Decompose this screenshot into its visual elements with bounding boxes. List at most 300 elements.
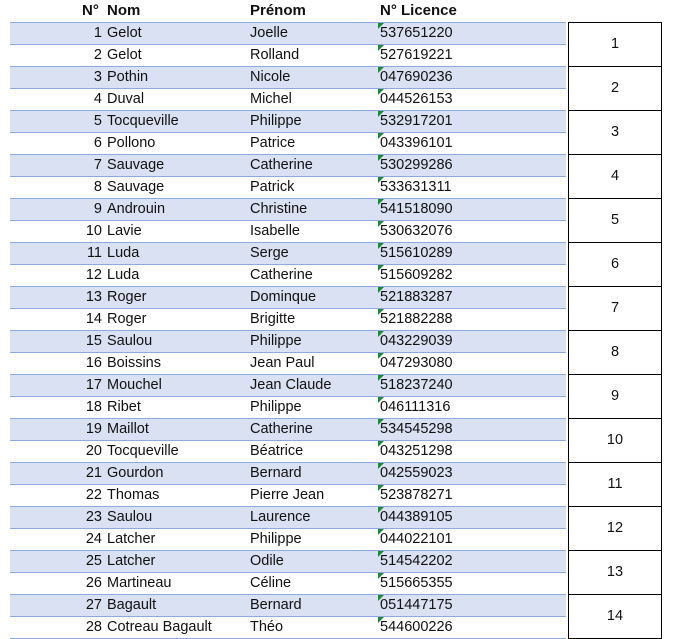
row-number[interactable] xyxy=(10,133,102,154)
table-row[interactable] xyxy=(10,595,566,617)
row-licence-text: 544600226 xyxy=(380,619,453,635)
row-number[interactable] xyxy=(10,617,102,638)
row-nom[interactable] xyxy=(107,221,142,242)
header-prenom: Prénom xyxy=(250,2,306,19)
row-prenom[interactable] xyxy=(250,111,302,132)
row-nom-text: Saulou xyxy=(107,509,153,525)
green-triangle-flag-icon xyxy=(378,133,384,139)
row-prenom[interactable] xyxy=(250,551,284,572)
row-nom[interactable] xyxy=(107,617,212,638)
row-prenom-text: Philippe xyxy=(250,333,302,349)
row-number-text: 16 xyxy=(85,355,102,371)
row-prenom[interactable] xyxy=(250,485,324,506)
row-nom-text: Lavie xyxy=(107,223,142,239)
row-licence[interactable] xyxy=(380,595,453,616)
row-nom[interactable] xyxy=(107,441,179,462)
table-row[interactable] xyxy=(10,485,566,507)
group-cell[interactable]: 7 xyxy=(568,287,662,331)
row-nom[interactable] xyxy=(107,177,164,198)
table-row[interactable] xyxy=(10,199,566,221)
table-row[interactable] xyxy=(10,529,566,551)
row-nom-text: Gourdon xyxy=(107,465,164,481)
row-prenom-text: Joelle xyxy=(250,25,288,41)
row-licence[interactable] xyxy=(380,573,453,594)
row-number[interactable] xyxy=(10,89,102,110)
header-licence: N° Licence xyxy=(380,2,457,19)
row-licence[interactable] xyxy=(380,529,453,550)
row-licence-text: 521882288 xyxy=(380,311,453,327)
green-triangle-flag-icon xyxy=(378,573,384,579)
row-nom[interactable] xyxy=(107,155,164,176)
row-number[interactable] xyxy=(10,309,102,330)
row-licence[interactable] xyxy=(380,45,453,66)
group-cell[interactable]: 6 xyxy=(568,243,662,287)
row-prenom-text: Bernard xyxy=(250,465,302,481)
row-prenom-text: Christine xyxy=(250,201,308,217)
row-prenom-text: Bernard xyxy=(250,597,302,613)
row-nom-text: Sauvage xyxy=(107,179,165,195)
row-licence[interactable] xyxy=(380,551,453,572)
group-cell[interactable]: 12 xyxy=(568,507,662,551)
row-licence[interactable] xyxy=(380,177,452,198)
table-row[interactable] xyxy=(10,463,566,485)
row-prenom[interactable] xyxy=(250,199,307,220)
row-licence[interactable] xyxy=(380,507,453,528)
row-number-text: 22 xyxy=(85,487,102,503)
row-number[interactable] xyxy=(10,177,102,198)
header-nom: Nom xyxy=(107,2,141,19)
header-num: N° xyxy=(82,2,99,19)
row-prenom[interactable] xyxy=(250,265,313,286)
row-nom-text: Roger xyxy=(107,289,147,305)
row-number-text: 11 xyxy=(86,245,102,261)
row-licence-text: 523878271 xyxy=(380,487,453,503)
row-nom-text: Pollono xyxy=(107,135,156,151)
row-prenom-text: Serge xyxy=(250,245,289,261)
row-licence[interactable] xyxy=(380,441,453,462)
row-prenom[interactable] xyxy=(250,133,295,154)
group-cell[interactable]: 13 xyxy=(568,551,662,595)
row-prenom-text: Brigitte xyxy=(250,311,296,327)
row-prenom-text: Patrick xyxy=(250,179,295,195)
licence-table xyxy=(10,22,566,639)
row-nom[interactable] xyxy=(107,463,163,484)
row-number-text: 15 xyxy=(85,333,102,349)
row-nom-text: Androuin xyxy=(107,201,166,217)
row-prenom-text: Dominque xyxy=(250,289,317,305)
row-nom-text: Cotreau Bagault xyxy=(107,619,212,635)
row-licence-text: 051447175 xyxy=(380,597,453,613)
table-row[interactable] xyxy=(10,45,566,67)
row-licence-text: 044022101 xyxy=(380,531,453,547)
row-number-text: 6 xyxy=(93,135,102,151)
row-prenom-text: Laurence xyxy=(250,509,311,525)
row-number[interactable] xyxy=(10,23,102,44)
row-prenom[interactable] xyxy=(250,89,292,110)
row-number[interactable] xyxy=(10,111,102,132)
row-licence-text: 042559023 xyxy=(380,465,453,481)
row-number-text: 12 xyxy=(85,267,102,283)
row-licence[interactable] xyxy=(380,309,453,330)
table-row[interactable] xyxy=(10,67,566,89)
row-nom[interactable] xyxy=(107,573,171,594)
row-prenom[interactable] xyxy=(250,463,302,484)
green-triangle-flag-icon xyxy=(378,111,384,117)
table-row[interactable] xyxy=(10,133,566,155)
row-nom[interactable] xyxy=(107,309,147,330)
row-number[interactable] xyxy=(10,45,102,66)
row-nom[interactable] xyxy=(107,419,149,440)
row-licence[interactable] xyxy=(380,23,453,44)
row-nom[interactable] xyxy=(107,89,144,110)
row-nom[interactable] xyxy=(107,485,159,506)
row-number[interactable] xyxy=(10,353,102,374)
row-prenom[interactable] xyxy=(250,331,302,352)
row-number-text: 26 xyxy=(85,575,102,591)
row-number-text: 23 xyxy=(85,509,102,525)
row-licence[interactable] xyxy=(380,199,453,220)
row-number-text: 8 xyxy=(93,179,102,195)
row-prenom-text: Théo xyxy=(250,619,284,635)
table-row[interactable] xyxy=(10,265,566,287)
row-number-text: 14 xyxy=(85,311,102,327)
row-number-text: 13 xyxy=(85,289,102,305)
row-licence[interactable] xyxy=(380,397,450,418)
row-nom[interactable] xyxy=(107,243,139,264)
row-nom[interactable] xyxy=(107,67,148,88)
row-nom-text: Boissins xyxy=(107,355,161,371)
table-row[interactable] xyxy=(10,617,566,639)
row-prenom-text: Philippe xyxy=(250,399,302,415)
row-prenom-text: Béatrice xyxy=(250,443,304,459)
row-prenom[interactable] xyxy=(250,221,300,242)
green-triangle-flag-icon xyxy=(378,23,384,29)
row-nom-text: Pothin xyxy=(107,69,149,85)
green-triangle-flag-icon xyxy=(378,507,384,513)
row-number-text: 5 xyxy=(93,113,102,129)
green-triangle-flag-icon xyxy=(378,221,384,227)
row-number-text: 27 xyxy=(85,597,102,613)
green-triangle-flag-icon xyxy=(378,485,384,491)
table-row[interactable] xyxy=(10,309,566,331)
row-number-text: 4 xyxy=(93,91,102,107)
row-prenom-text: Catherine xyxy=(250,157,313,173)
green-triangle-flag-icon xyxy=(378,463,384,469)
row-prenom[interactable] xyxy=(250,45,299,66)
row-licence-text: 514542202 xyxy=(380,553,453,569)
row-nom[interactable] xyxy=(107,397,141,418)
group-column xyxy=(568,22,662,639)
green-triangle-flag-icon xyxy=(378,353,384,359)
row-number-text: 28 xyxy=(85,619,102,635)
row-prenom[interactable] xyxy=(250,397,302,418)
row-licence-text: 530632076 xyxy=(380,223,453,239)
row-number[interactable] xyxy=(10,331,102,352)
table-row[interactable] xyxy=(10,287,566,309)
row-nom-text: Thomas xyxy=(107,487,160,503)
row-nom[interactable] xyxy=(107,111,179,132)
table-row[interactable] xyxy=(10,441,566,463)
table-row[interactable] xyxy=(10,243,566,265)
table-row[interactable] xyxy=(10,551,566,573)
group-cell[interactable]: 1 xyxy=(568,23,662,67)
group-cell[interactable]: 10 xyxy=(568,419,662,463)
row-number[interactable] xyxy=(10,529,102,550)
group-cell[interactable]: 2 xyxy=(568,67,662,111)
row-nom-text: Tocqueville xyxy=(107,443,179,459)
row-licence[interactable] xyxy=(380,133,453,154)
row-number[interactable] xyxy=(10,67,102,88)
row-prenom-text: Rolland xyxy=(250,47,300,63)
row-licence[interactable] xyxy=(380,375,453,396)
row-nom-text: Luda xyxy=(107,245,140,261)
green-triangle-flag-icon xyxy=(378,45,384,51)
row-licence-text: 044389105 xyxy=(380,509,453,525)
row-prenom[interactable] xyxy=(250,67,290,88)
row-number[interactable] xyxy=(10,375,102,396)
row-number[interactable] xyxy=(10,595,102,616)
row-number-text: 20 xyxy=(85,443,102,459)
row-licence[interactable] xyxy=(380,265,453,286)
row-licence[interactable] xyxy=(380,419,453,440)
row-number-text: 1 xyxy=(93,25,102,41)
row-number-text: 3 xyxy=(93,69,102,85)
row-licence-text: 530299286 xyxy=(380,157,453,173)
green-triangle-flag-icon xyxy=(378,265,384,271)
row-licence[interactable] xyxy=(380,353,453,374)
green-triangle-flag-icon xyxy=(378,375,384,381)
row-nom-text: Mouchel xyxy=(107,377,162,393)
row-licence-text: 518237240 xyxy=(380,377,453,393)
row-prenom-text: Patrice xyxy=(250,135,296,151)
row-nom-text: Latcher xyxy=(107,553,156,569)
row-nom-text: Gelot xyxy=(107,25,142,41)
row-nom-text: Duval xyxy=(107,91,145,107)
row-prenom[interactable] xyxy=(250,287,316,308)
green-triangle-flag-icon xyxy=(378,309,384,315)
row-prenom[interactable] xyxy=(250,309,295,330)
group-cell[interactable]: 9 xyxy=(568,375,662,419)
row-nom[interactable] xyxy=(107,353,161,374)
row-prenom-text: Odile xyxy=(250,553,284,569)
row-number-text: 9 xyxy=(93,201,102,217)
row-prenom[interactable] xyxy=(250,617,283,638)
row-prenom-text: Jean Paul xyxy=(250,355,315,371)
table-row[interactable] xyxy=(10,419,566,441)
row-licence-text: 043251298 xyxy=(380,443,453,459)
row-number[interactable] xyxy=(10,507,102,528)
row-prenom-text: Catherine xyxy=(250,267,313,283)
row-prenom[interactable] xyxy=(250,353,315,374)
green-triangle-flag-icon xyxy=(378,67,384,73)
row-number[interactable] xyxy=(10,551,102,572)
row-number-text: 25 xyxy=(85,553,102,569)
row-prenom[interactable] xyxy=(250,375,331,396)
group-cell[interactable]: 14 xyxy=(568,595,662,639)
green-triangle-flag-icon xyxy=(378,287,384,293)
row-licence-text: 515665355 xyxy=(380,575,453,591)
row-licence-text: 046111316 xyxy=(380,399,451,415)
green-triangle-flag-icon xyxy=(378,89,384,95)
row-number[interactable] xyxy=(10,485,102,506)
row-licence-text: 532917201 xyxy=(380,113,453,129)
table-row[interactable] xyxy=(10,23,566,45)
row-nom[interactable] xyxy=(107,551,155,572)
table-row[interactable] xyxy=(10,573,566,595)
table-row[interactable] xyxy=(10,507,566,529)
row-nom[interactable] xyxy=(107,595,156,616)
green-triangle-flag-icon xyxy=(378,617,384,623)
row-nom-text: Martineau xyxy=(107,575,172,591)
row-prenom-text: Michel xyxy=(250,91,292,107)
row-prenom[interactable] xyxy=(250,23,288,44)
table-row[interactable] xyxy=(10,111,566,133)
row-nom-text: Ribet xyxy=(107,399,141,415)
row-number[interactable] xyxy=(10,155,102,176)
row-number-text: 18 xyxy=(85,399,102,415)
row-licence[interactable] xyxy=(380,111,453,132)
row-number[interactable] xyxy=(10,265,102,286)
group-cell[interactable]: 4 xyxy=(568,155,662,199)
green-triangle-flag-icon xyxy=(378,243,384,249)
row-licence[interactable] xyxy=(380,89,453,110)
green-triangle-flag-icon xyxy=(378,199,384,205)
row-licence-text: 043396101 xyxy=(380,135,453,151)
row-nom[interactable] xyxy=(107,133,155,154)
row-licence-text: 047690236 xyxy=(380,69,453,85)
row-prenom[interactable] xyxy=(250,419,313,440)
row-nom-text: Roger xyxy=(107,311,147,327)
table-row[interactable] xyxy=(10,375,566,397)
green-triangle-flag-icon xyxy=(378,331,384,337)
row-number-text: 2 xyxy=(93,47,102,63)
table-row[interactable] xyxy=(10,155,566,177)
row-nom-text: Saulou xyxy=(107,333,153,349)
row-licence-text: 515609282 xyxy=(380,267,453,283)
row-prenom-text: Jean Claude xyxy=(250,377,332,393)
row-nom[interactable] xyxy=(107,265,139,286)
row-licence[interactable] xyxy=(380,485,453,506)
table-row[interactable] xyxy=(10,177,566,199)
row-licence-text: 515610289 xyxy=(380,245,453,261)
row-licence[interactable] xyxy=(380,287,453,308)
group-cell[interactable]: 11 xyxy=(568,463,662,507)
row-prenom-text: Philippe xyxy=(250,531,302,547)
row-prenom[interactable] xyxy=(250,155,313,176)
row-nom-text: Maillot xyxy=(107,421,149,437)
row-nom[interactable] xyxy=(107,23,142,44)
row-nom[interactable] xyxy=(107,45,142,66)
row-licence[interactable] xyxy=(380,221,453,242)
row-prenom[interactable] xyxy=(250,529,302,550)
row-nom-text: Tocqueville xyxy=(107,113,179,129)
row-prenom[interactable] xyxy=(250,507,310,528)
row-prenom-text: Nicole xyxy=(250,69,291,85)
green-triangle-flag-icon xyxy=(378,397,384,403)
row-licence-text: 537651220 xyxy=(380,25,453,41)
row-licence[interactable] xyxy=(380,67,453,88)
row-licence[interactable] xyxy=(380,617,453,638)
row-number-text: 10 xyxy=(85,223,102,239)
row-licence-text: 521883287 xyxy=(380,289,453,305)
row-number[interactable] xyxy=(10,573,102,594)
row-licence-text: 541518090 xyxy=(380,201,453,217)
row-nom-text: Bagault xyxy=(107,597,157,613)
row-nom-text: Sauvage xyxy=(107,157,165,173)
row-nom[interactable] xyxy=(107,287,147,308)
row-number-text: 21 xyxy=(85,465,102,481)
green-triangle-flag-icon xyxy=(378,155,384,161)
row-number[interactable] xyxy=(10,287,102,308)
row-licence-text: 527619221 xyxy=(380,47,453,63)
row-number[interactable] xyxy=(10,441,102,462)
row-prenom[interactable] xyxy=(250,595,302,616)
row-prenom-text: Philippe xyxy=(250,113,302,129)
row-prenom[interactable] xyxy=(250,573,291,594)
row-licence-text: 043229039 xyxy=(380,333,453,349)
row-prenom-text: Pierre Jean xyxy=(250,487,325,503)
table-row[interactable] xyxy=(10,221,566,243)
green-triangle-flag-icon xyxy=(378,419,384,425)
row-licence-text: 533631311 xyxy=(380,179,452,195)
row-prenom[interactable] xyxy=(250,243,289,264)
row-licence-text: 047293080 xyxy=(380,355,453,371)
row-licence[interactable] xyxy=(380,243,453,264)
group-cell[interactable]: 5 xyxy=(568,199,662,243)
row-nom[interactable] xyxy=(107,529,155,550)
table-row[interactable] xyxy=(10,331,566,353)
row-number[interactable] xyxy=(10,221,102,242)
group-cell[interactable]: 8 xyxy=(568,331,662,375)
green-triangle-flag-icon xyxy=(378,529,384,535)
table-row[interactable] xyxy=(10,353,566,375)
row-nom[interactable] xyxy=(107,375,162,396)
row-number[interactable] xyxy=(10,199,102,220)
row-licence[interactable] xyxy=(380,331,453,352)
row-prenom-text: Isabelle xyxy=(250,223,300,239)
row-licence[interactable] xyxy=(380,463,453,484)
row-nom-text: Latcher xyxy=(107,531,156,547)
row-nom-text: Gelot xyxy=(107,47,142,63)
row-licence[interactable] xyxy=(380,155,453,176)
row-number[interactable] xyxy=(10,419,102,440)
row-nom[interactable] xyxy=(107,331,152,352)
row-number-text: 19 xyxy=(85,421,102,437)
row-nom-text: Luda xyxy=(107,267,140,283)
row-number-text: 7 xyxy=(93,157,102,173)
row-licence-text: 044526153 xyxy=(380,91,453,107)
row-number[interactable] xyxy=(10,243,102,264)
green-triangle-flag-icon xyxy=(378,595,384,601)
row-prenom-text: Céline xyxy=(250,575,292,591)
row-prenom-text: Catherine xyxy=(250,421,313,437)
group-cell[interactable]: 3 xyxy=(568,111,662,155)
row-licence-text: 534545298 xyxy=(380,421,453,437)
table-row[interactable] xyxy=(10,397,566,419)
green-triangle-flag-icon xyxy=(378,441,384,447)
row-nom[interactable] xyxy=(107,199,165,220)
row-nom[interactable] xyxy=(107,507,152,528)
row-number-text: 17 xyxy=(85,377,102,393)
green-triangle-flag-icon xyxy=(378,551,384,557)
row-number[interactable] xyxy=(10,463,102,484)
row-prenom[interactable] xyxy=(250,177,294,198)
table-row[interactable] xyxy=(10,89,566,111)
row-prenom[interactable] xyxy=(250,441,303,462)
row-number-text: 24 xyxy=(85,531,102,547)
green-triangle-flag-icon xyxy=(378,177,384,183)
row-number[interactable] xyxy=(10,397,102,418)
